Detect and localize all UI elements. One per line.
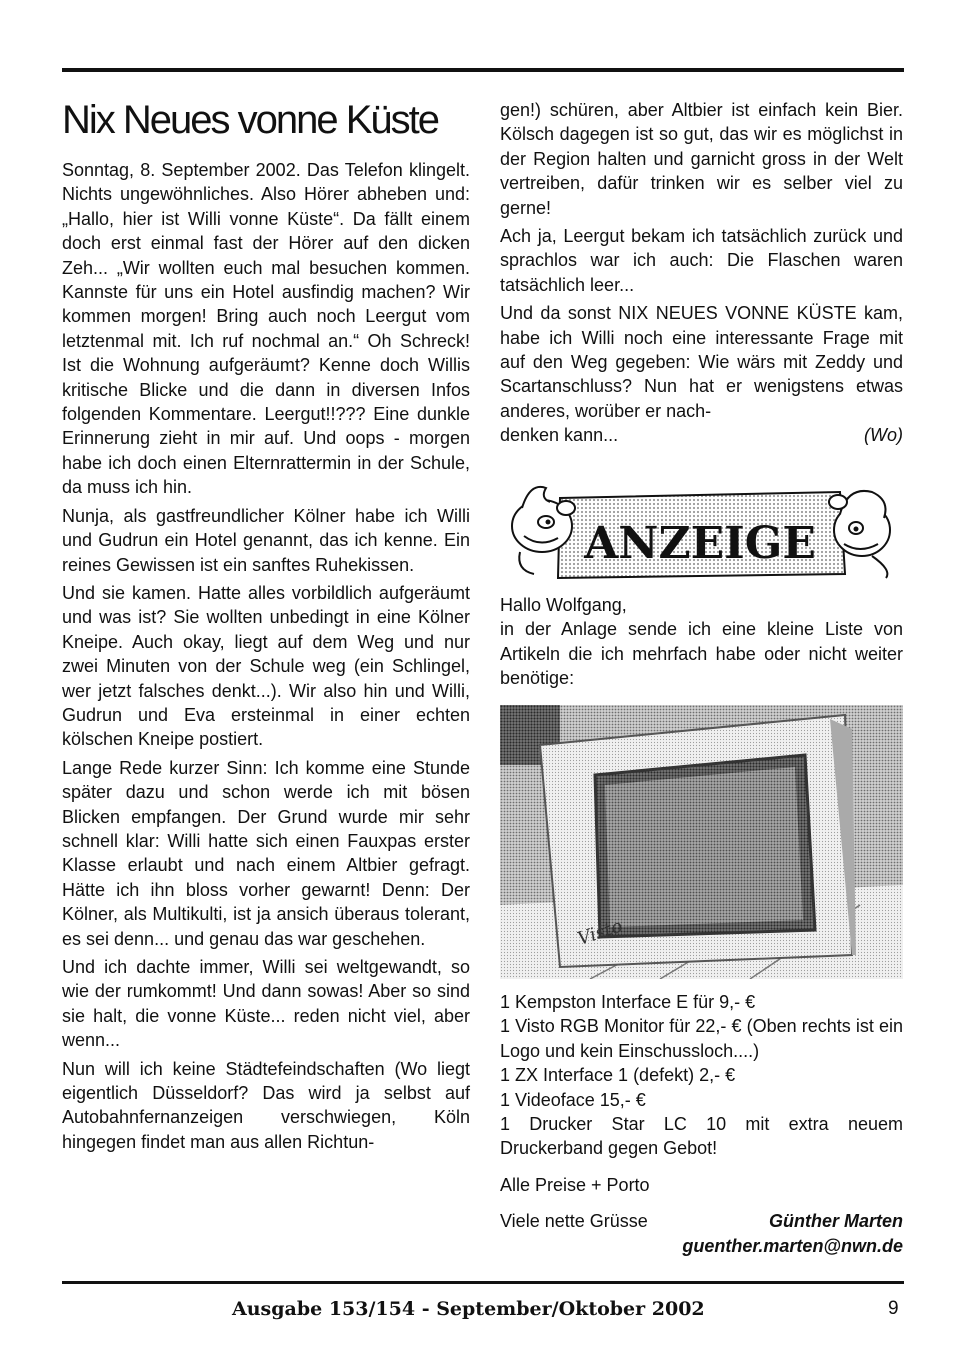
anzeige-banner <box>500 478 903 582</box>
top-rule <box>62 68 904 72</box>
article-title: Nix Neues vonne Küste <box>62 98 439 142</box>
bottom-rule <box>62 1281 904 1284</box>
paragraph: Nunja, als gastfreundlicher Kölner habe ich Willi und Gudrun ein Hotel genannt, das ich kenne. Ein reines Gewissen ist ein sanftes Ruhekissen. <box>62 505 470 575</box>
author-code: (Wo) <box>864 425 903 446</box>
list-item: 1 Kempston Interface E für 9,- € <box>500 992 756 1012</box>
paragraph: Nun will ich keine Städtefeindschaften (Wo liegt eigentlich Düsseldorf? Das wird ja selbst auf Autobahnfernanzeigen verschwiegen, Köln hingegen findet man aus allen Richtun- <box>62 1058 470 1152</box>
paragraph: Und ich dachte immer, Willi sei weltgewandt, so wie der rumkommt! Und dann sowas! Aber so sind sie halt, die vonne Küste... reden nicht viel, aber wenn... <box>62 957 470 1051</box>
paragraph: Sonntag, 8. September 2002. Das Telefon klingelt. Nichts ungewöhnliches. Also Hörer abheben und: „Hallo, hier ist Willi vonne Küste“. Da fällt einem doch erst einmal fast der Hörer auf den dicken Zeh... „Wir wollten euch mal besuchen kommen. Kannste für uns ein Hotel ausfindig machen? Wir kommen morgen! Bring auch noch Leergut vom letztenmal mit. Ich ruf nochmal an.“ Oh Schreck! Ist die Wohnung aufgeräumt? Kenne doch Willis kritische Blicke und die dann in diversen Infos folgenden Kommentare. Leergut!!??? Eine dunkle Erinnerung zieht in mir auf. Und oops - morgen habe ich doch einen Elternrattermin in der Schule, da muss ich hin. <box>62 160 470 498</box>
list-item: 1 Visto RGB Monitor für 22,- € (Oben rechts ist ein Logo und kein Einschussloch....) <box>500 1016 903 1061</box>
paragraph: Lange Rede kurzer Sinn: Ich komme eine Stunde später dazu und schon werde ich mit bösen Blicken empfangen. Der Grund wurde mir sehr schnell klar: Willi hatte sich einen Fauxpas erster Klasse erlaubt und nach einem Altbier gefragt. Hätte ich ihn bloss vorher gewarnt! Denn: Der Kölner, als Multikulti, ist ja ansich überaus tolerant, es sei denn... und genau das war geschehen. <box>62 757 470 949</box>
page-number: 9 <box>888 1298 899 1319</box>
article-right-column <box>500 98 903 448</box>
paragraph: gen!) schüren, aber Altbier ist einfach kein Bier. Kölsch dagegen ist so gut, das wir es möglichst in der Region halten und garnicht gross in der Welt vertreiben, dafür trinken wir es selber viel zu gerne! <box>500 100 903 218</box>
issue-footer: Ausgabe 153/154 - September/Oktober 2002 <box>232 1298 705 1320</box>
ad-intro <box>500 593 903 695</box>
ad-item-list <box>500 990 903 1258</box>
greeting: Hallo Wolfgang, <box>500 595 627 615</box>
prices-note: Alle Preise + Porto <box>500 1174 650 1195</box>
banner-text: ANZEIGE <box>584 518 816 569</box>
paragraph: Und sie kamen. Hatte alles vorbildlich aufgeräumt und was ist? Sie wollten unbedingt in eine Kölner Kneipe. Auch okay, liegt auf dem Weg und nur zwei Minuten von der Schule weg (ein Schlingel, wer jetzt falsches denkt...). Wir also hin und Willi, Gudrun und Eva ersteinmal in einer echten kölschen Kneipe postiert. <box>62 582 470 750</box>
monitor-photo <box>500 705 903 979</box>
paragraph: Und da sonst NIX NEUES VONNE KÜSTE kam, habe ich Willi noch eine interessante Frage mit auf den Weg gegeben: Wie wärs mit Zeddy und Scartanschluss? Nun hat er wenigstens etwas anderes, worüber er nach- <box>500 303 903 421</box>
signature-email: guenther.marten@nwn.de <box>682 1235 903 1256</box>
article-left-column <box>62 158 470 1158</box>
intro-text: in der Anlage sende ich eine kleine Liste von Artikeln die ich mehrfach habe oder nicht weiter benötige: <box>500 619 903 689</box>
list-item: 1 Drucker Star LC 10 mit extra neuem Druckerband gegen Gebot! <box>500 1114 903 1159</box>
monitor-logo: Visto <box>575 915 626 950</box>
list-item: 1 Videoface 15,- € <box>500 1089 646 1110</box>
paragraph: Ach ja, Leergut bekam ich tatsächlich zurück und sprachlos war ich auch: Die Flaschen waren tatsächlich leer... <box>500 226 903 295</box>
list-item: 1 ZX Interface 1 (defekt) 2,- € <box>500 1065 736 1086</box>
last-line: denken kann... <box>500 425 619 446</box>
signature-name: Günther Marten <box>768 1211 903 1232</box>
ad-signoff <box>500 1209 903 1233</box>
closing-text: Viele nette Grüsse <box>500 1211 648 1232</box>
article-signoff <box>500 423 903 447</box>
